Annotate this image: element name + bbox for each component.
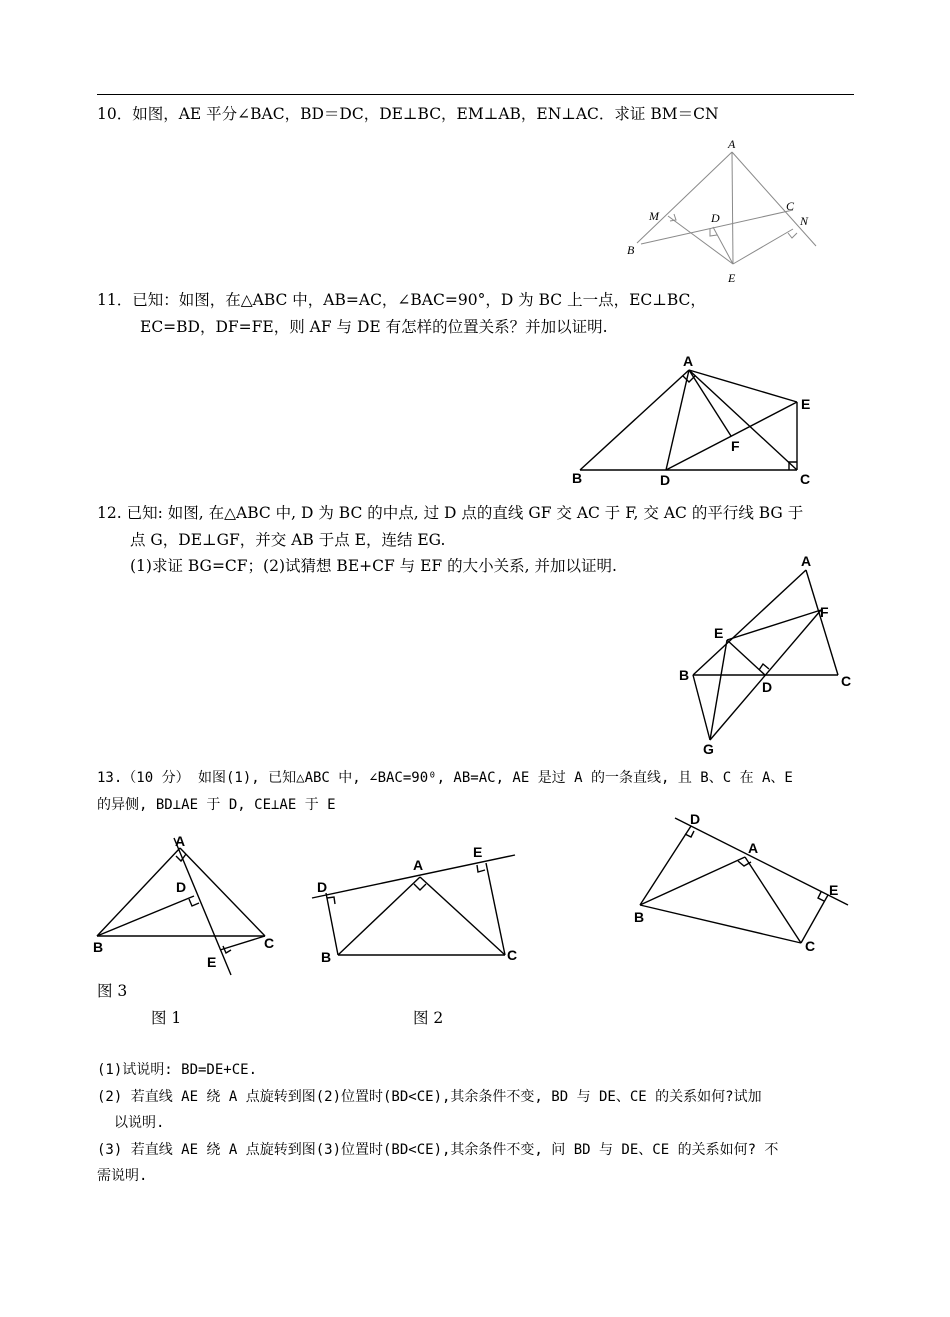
q11-label-c: C: [800, 471, 811, 487]
q13-fig3-label-b: B: [634, 909, 645, 925]
q11-label-f: F: [731, 438, 740, 454]
q10-line-en: [733, 229, 793, 264]
q13-fig1-label-b: B: [93, 939, 104, 955]
q13-fig2-right-angle-d: [327, 897, 335, 904]
q13-fig1-line-ac: [180, 848, 265, 936]
q13-fig2-label-b: B: [321, 949, 332, 965]
q10-label-m: M: [649, 209, 659, 223]
q13-fig3-line-bd: [640, 826, 691, 905]
q11-line-ab: [580, 370, 689, 470]
q13-line1: 13.（10 分） 如图(1), 已知△ABC 中, ∠BAC=90⁰, AB=AC, AE 是过 A 的一条直线, 且 B、C 在 A、E: [97, 770, 793, 786]
q13-fig3-line-ac: [745, 857, 801, 943]
q13-sub3-line1: (3) 若直线 AE 绕 A 点旋转到图(3)位置时(BD<CE),其余条件不变, 问 BD 与 DE、CE 的关系如何? 不: [97, 1142, 779, 1158]
q13-sub3-line2: 需说明.: [97, 1168, 148, 1184]
q12-line1: 12. 已知: 如图, 在△ABC 中, D 为 BC 的中点, 过 D 点的直线 GF 交 AC 于 F, 交 AC 的平行线 BG 于: [97, 504, 804, 522]
q10-label-n: N: [800, 214, 809, 228]
q10-line-em: [668, 216, 733, 264]
q12-line-ac: [806, 570, 838, 675]
q13-fig2-line-ac: [420, 877, 505, 955]
q10-line-ac: [732, 152, 816, 246]
q13-fig2-line-ab: [338, 877, 420, 955]
q13-fig2-right-angle-a: [414, 884, 426, 890]
q13-fig1-line-ab: [97, 848, 180, 936]
q11-label-e: E: [801, 396, 811, 412]
q13-fig1-line-ce: [220, 936, 265, 950]
q12-line-ed: [727, 640, 765, 675]
q13-fig2-line-de: [312, 855, 515, 898]
q12-label-e: E: [714, 625, 724, 641]
q13-fig2-label-d: D: [317, 879, 328, 895]
q10-label-c: C: [786, 199, 795, 213]
q12-line-ab: [693, 570, 806, 675]
q13-fig2-caption: 图 2: [413, 1009, 444, 1027]
q11-line-de: [666, 402, 797, 470]
q10-text: 10．如图，AE 平分∠BAC，BD＝DC，DE⊥BC，EM⊥AB，EN⊥AC．求证 BM＝CN: [97, 105, 719, 123]
q13-fig3-right-angle-a: [738, 861, 751, 866]
q13-fig1: [97, 838, 265, 975]
q13-fig1-label-c: C: [264, 935, 275, 951]
q11-label-b: B: [572, 470, 583, 486]
q11-label-d: D: [660, 472, 671, 488]
q10-right-angle-m: [670, 214, 676, 221]
q10-line-ae: [732, 152, 733, 264]
q10-label-b: B: [627, 243, 635, 257]
q13-fig3-label-c: C: [805, 938, 816, 954]
q13-fig1-label-a: A: [175, 833, 186, 849]
q13-fig2: [312, 855, 515, 955]
q13-fig2-right-angle-e: [477, 865, 485, 872]
q12-label-g: G: [703, 741, 714, 757]
q12-line-gf: [710, 610, 821, 740]
q13-fig1-right-angle-d: [189, 899, 199, 906]
q13-fig1-right-angle-a: [176, 854, 186, 861]
q10-line-de: [713, 227, 733, 264]
header-rule: [97, 94, 854, 95]
q12-label-d: D: [762, 679, 773, 695]
q13-sub2-line2: 以说明.: [114, 1115, 165, 1131]
q13-fig3-line-ba: [640, 857, 745, 905]
q13-fig2-label-c: C: [507, 947, 518, 963]
q12-label-c: C: [841, 673, 852, 689]
q13-sub1: (1)试说明: BD=DE+CE.: [97, 1062, 258, 1078]
q12-right-angle-d: [759, 664, 769, 670]
q13-fig2-label-a: A: [413, 857, 424, 873]
q13-fig1-label-e: E: [207, 954, 217, 970]
q12-line-eg: [710, 640, 727, 740]
q13-fig3-right-angle-e: [818, 892, 824, 901]
q13-fig3: [640, 818, 848, 943]
q13-fig2-label-e: E: [473, 844, 483, 860]
q13-fig1-line-ae: [174, 838, 231, 975]
q12-label-f: F: [820, 604, 829, 620]
q13-fig3-line-bc: [640, 905, 801, 943]
q12-line2: 点 G，DE⊥GF，并交 AB 于点 E，连结 EG.: [130, 531, 446, 549]
q11-line2: EC=BD，DF=FE，则 AF 与 DE 有怎样的位置关系？并加以证明.: [140, 318, 608, 336]
q13-fig3-caption: 图 3: [97, 982, 128, 1000]
q11-line-ae: [689, 370, 797, 402]
q13-fig1-label-d: D: [176, 879, 187, 895]
q13-fig2-line-ce: [486, 863, 505, 955]
q10-label-d: D: [711, 211, 720, 225]
q13-fig1-caption: 图 1: [151, 1009, 182, 1027]
q13-fig2-line-bd: [326, 893, 338, 955]
q10-line-bc: [641, 210, 793, 244]
q11-right-angle-a: [683, 376, 695, 382]
q11-line-af: [689, 370, 731, 436]
q11-right-angle-c: [789, 462, 797, 470]
q13-fig3-label-e: E: [829, 882, 839, 898]
q12-line-ef: [727, 610, 821, 640]
q10-label-e: E: [728, 271, 736, 285]
q10-label-a: A: [728, 137, 736, 151]
q12-line3: (1)求证 BG=CF；(2)试猜想 BE+CF 与 EF 的大小关系, 并加以证明.: [130, 557, 617, 575]
q13-fig3-label-a: A: [748, 840, 759, 856]
q12-label-a: A: [801, 553, 812, 569]
q12-line-bg: [693, 675, 710, 740]
q11-label-a: A: [683, 353, 694, 369]
q12-label-b: B: [679, 667, 690, 683]
q13-line2: 的异侧, BD⊥AE 于 D, CE⊥AE 于 E: [97, 797, 336, 813]
q13-fig3-label-d: D: [690, 811, 701, 827]
q13-fig1-right-angle-e: [223, 946, 231, 953]
q11-line1: 11．已知：如图，在△ABC 中，AB=AC，∠BAC=90°，D 为 BC 上一点，EC⊥BC，: [97, 291, 706, 309]
q10-line-ab: [637, 152, 732, 243]
q13-sub2-line1: (2) 若直线 AE 绕 A 点旋转到图(2)位置时(BD<CE),其余条件不变, BD 与 DE、CE 的关系如何?试加: [97, 1089, 762, 1105]
q13-fig3-line-ce: [801, 895, 828, 943]
q10-right-angle-n: [788, 233, 797, 238]
q11-line-ad: [666, 370, 689, 470]
q10-right-angle-d: [710, 229, 717, 236]
q13-fig3-line-de: [675, 818, 848, 905]
q13-fig3-right-angle-d: [685, 831, 694, 837]
q11-line-ac: [689, 370, 797, 470]
q13-fig1-line-bd: [97, 896, 194, 936]
